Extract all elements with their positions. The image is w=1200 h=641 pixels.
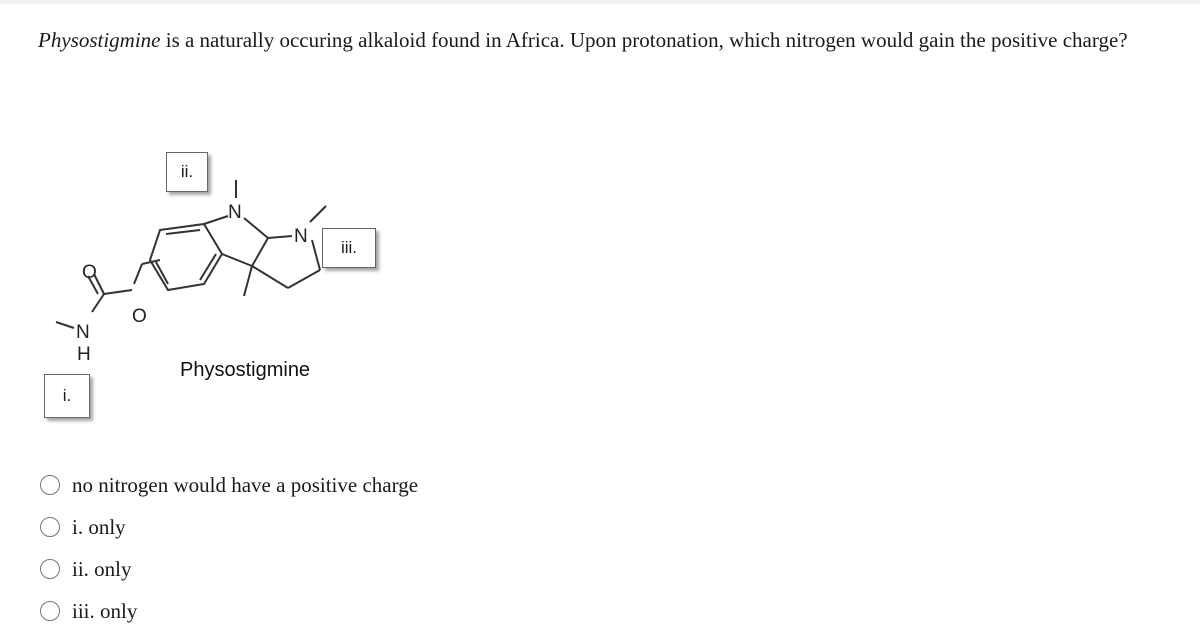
- option-label: ii. only: [72, 556, 132, 581]
- atom-o-ester: O: [132, 306, 147, 327]
- label-i: i.: [62, 386, 72, 405]
- label-box-ii: [166, 152, 208, 192]
- radio-button[interactable]: [40, 601, 60, 621]
- structure-caption: Physostigmine: [180, 359, 311, 381]
- atom-n-ii: N: [228, 202, 242, 223]
- bond: [252, 266, 288, 288]
- bond: [204, 216, 228, 224]
- benzene-ring: [150, 224, 222, 290]
- bond: [252, 238, 268, 266]
- bond: [92, 294, 104, 312]
- option-i-only[interactable]: [40, 506, 418, 548]
- label-box-iii: [322, 228, 376, 268]
- bond: [104, 290, 132, 294]
- option-label: iii. only: [72, 598, 138, 623]
- question-text: [38, 24, 1178, 57]
- option-iii-only[interactable]: [40, 590, 418, 632]
- answer-options: [40, 464, 418, 632]
- bond: [288, 270, 320, 288]
- option-no-nitrogen[interactable]: [40, 464, 418, 506]
- question-card: [0, 4, 1200, 641]
- option-label: i. only: [72, 514, 126, 539]
- bond: [244, 218, 268, 238]
- bond: [134, 264, 142, 284]
- label-iii: iii.: [340, 238, 358, 257]
- radio-button[interactable]: [40, 517, 60, 537]
- bond: [56, 322, 74, 328]
- bond: [312, 240, 320, 270]
- bond: [244, 266, 252, 296]
- bond: [310, 206, 326, 222]
- radio-button[interactable]: [40, 475, 60, 495]
- atom-h: H: [77, 344, 91, 365]
- question-emphasis: Physostigmine: [38, 28, 161, 52]
- label-box-i: [44, 374, 90, 418]
- aromatic-bond: [166, 230, 200, 234]
- bond: [268, 236, 292, 238]
- label-ii: ii.: [180, 162, 194, 181]
- radio-button[interactable]: [40, 559, 60, 579]
- atom-o-carbonyl: O: [82, 262, 97, 283]
- physostigmine-structure: [30, 144, 390, 434]
- bond: [222, 254, 252, 266]
- option-ii-only[interactable]: [40, 548, 418, 590]
- question-body: is a naturally occuring alkaloid found in Africa. Upon protonation, which nitrogen would gain the positive charge?: [160, 28, 1128, 52]
- atom-n-i: N: [76, 322, 90, 343]
- atom-n-iii: N: [294, 226, 308, 247]
- option-label: no nitrogen would have a positive charge: [72, 472, 419, 497]
